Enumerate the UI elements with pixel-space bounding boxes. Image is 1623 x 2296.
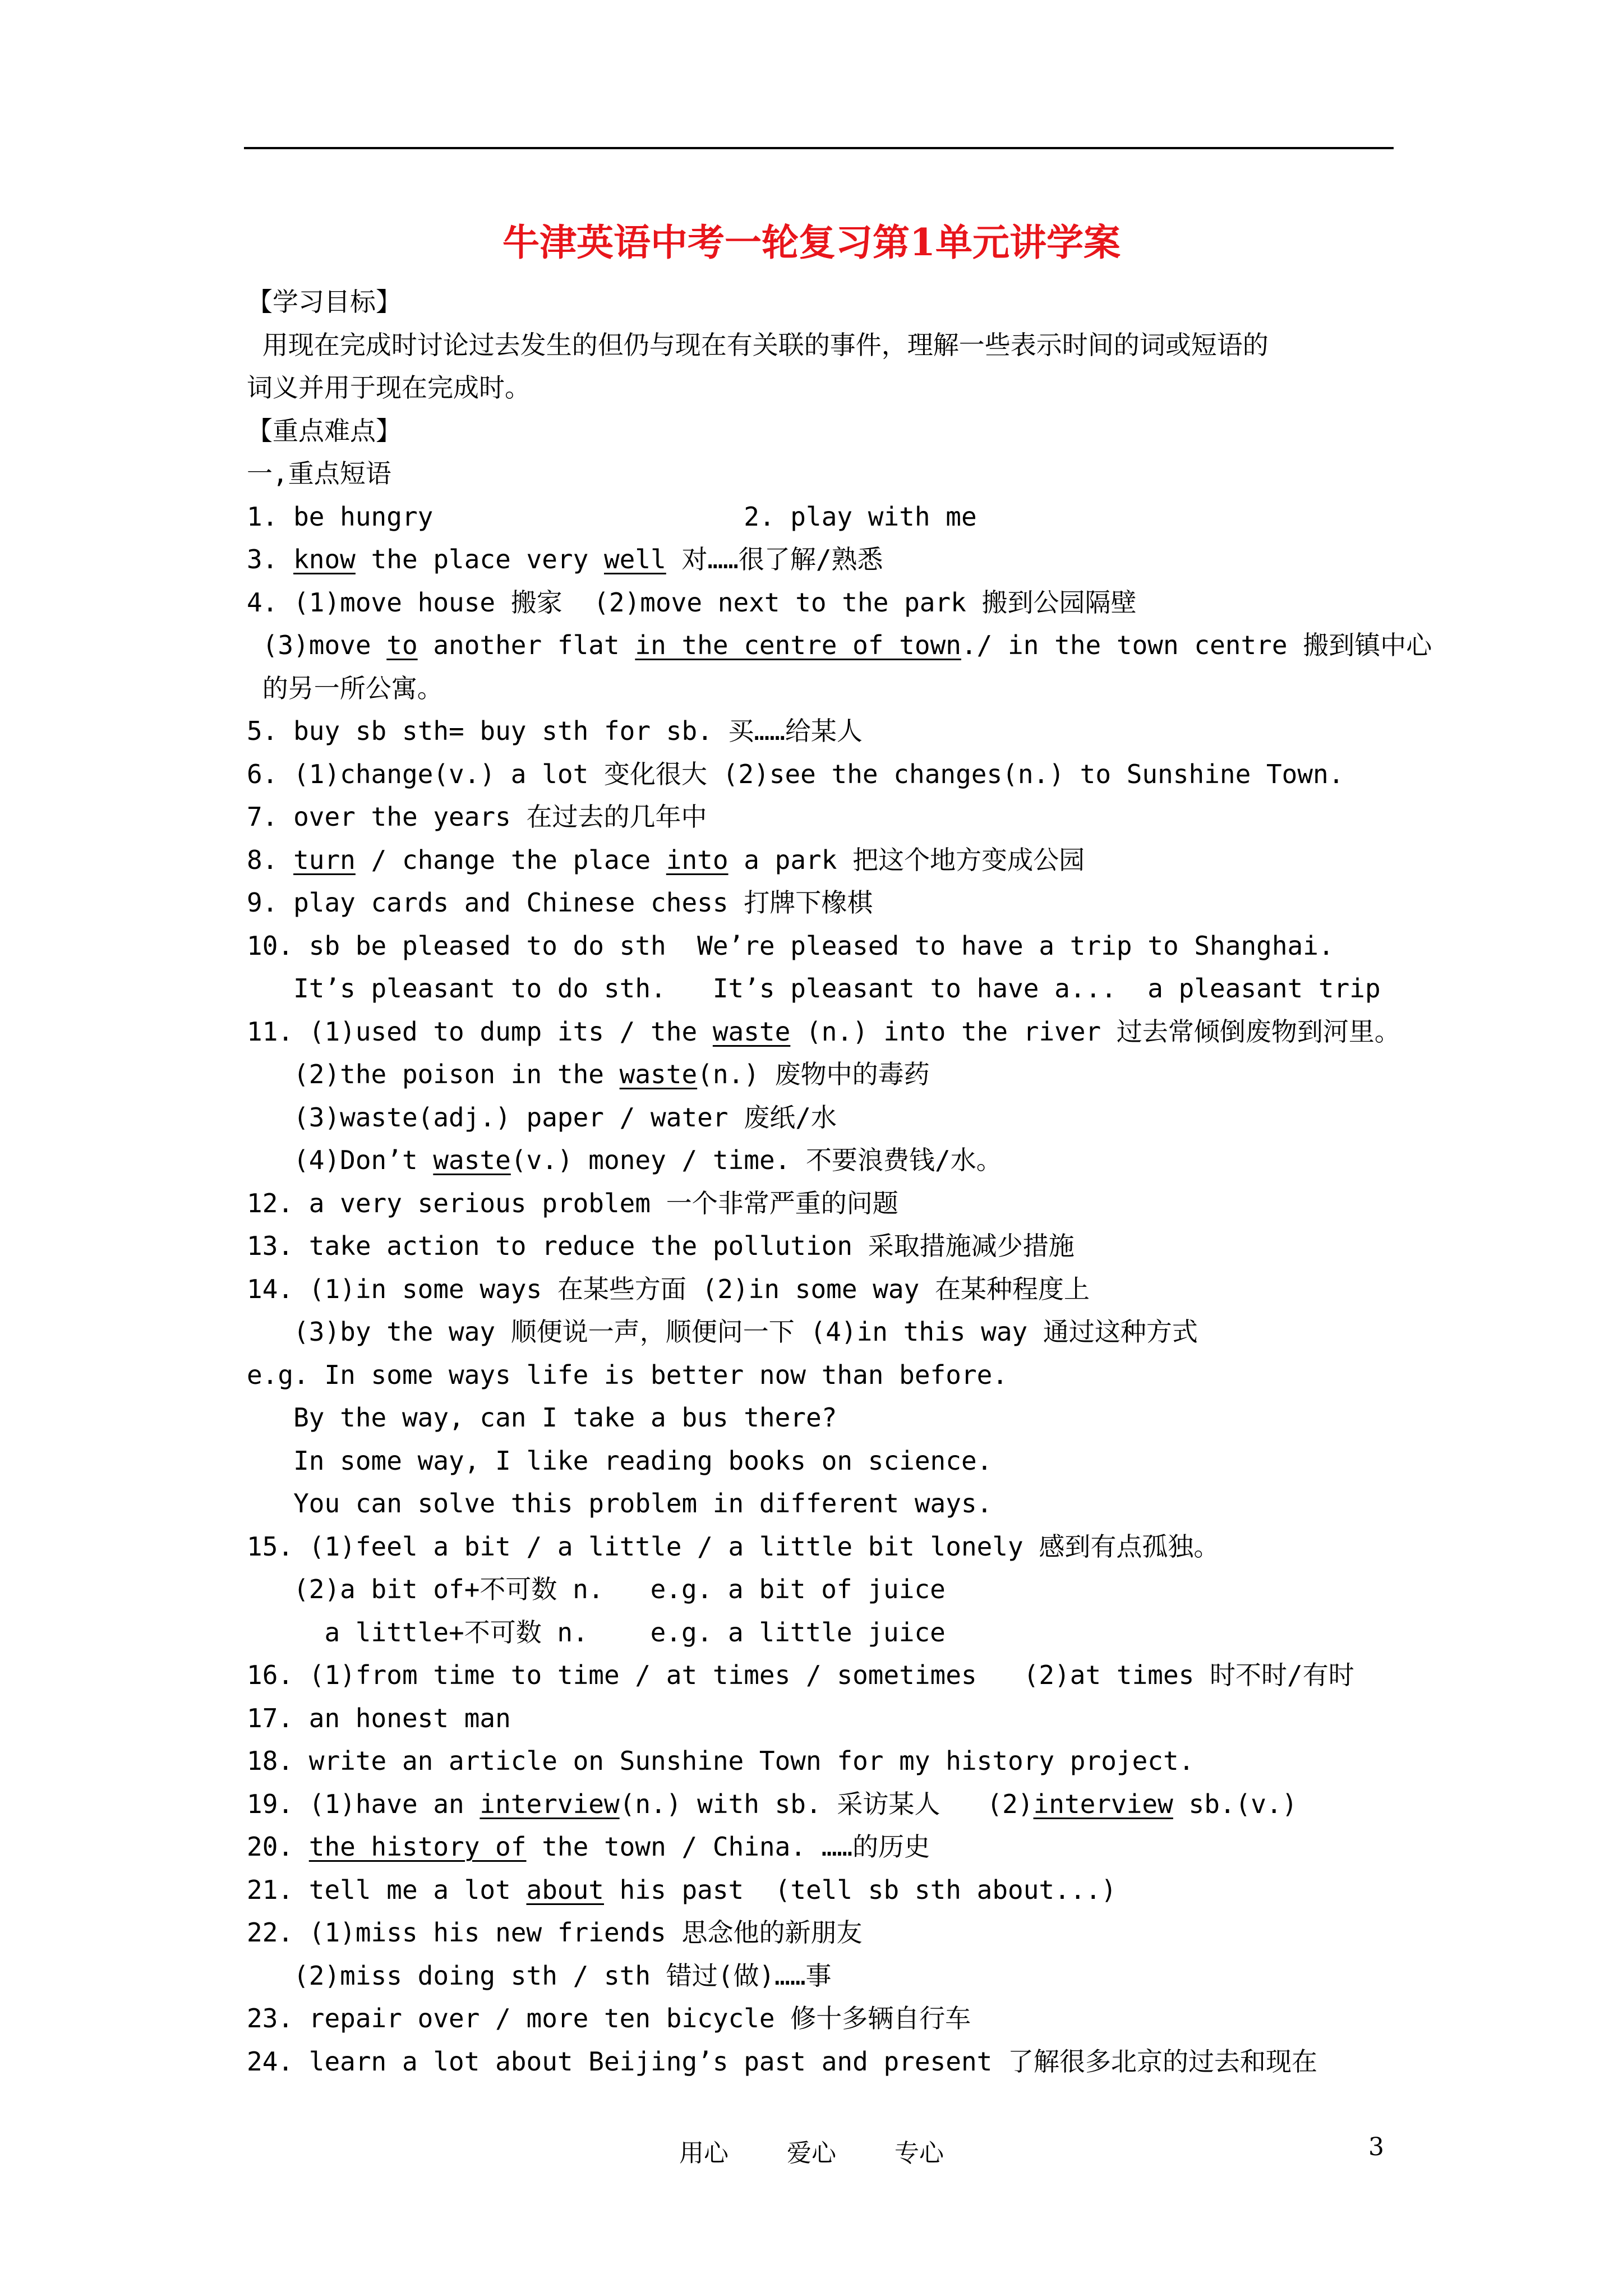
underlined-phrase: well: [603, 544, 666, 574]
text-line: [247, 624, 1432, 667]
text-line: [247, 967, 1396, 1010]
text-segment: 8.: [247, 844, 294, 875]
text-line: [247, 452, 1396, 495]
text-line: [247, 1911, 1396, 1954]
text-segment: 【重点难点】: [247, 415, 402, 446]
text-line: [247, 495, 1396, 539]
text-segment: 3.: [247, 544, 294, 574]
text-segment: 【学习目标】: [247, 287, 402, 317]
text-segment: (3)move: [247, 630, 387, 660]
text-line: [247, 538, 1396, 581]
text-segment: 13. take action to reduce the pollution 采取措施减少措施: [247, 1231, 1075, 1261]
text-line: [247, 1997, 1396, 2040]
text-line: [247, 1139, 1396, 1182]
underlined-phrase: waste: [712, 1016, 791, 1047]
text-line: [247, 1482, 1396, 1525]
text-line: [247, 1611, 1396, 1654]
text-segment: (4)Don’t: [247, 1145, 434, 1175]
text-segment: (v.) money / time. 不要浪费钱/水。: [510, 1145, 1002, 1175]
text-segment: 15. (1)feel a bit / a little / a little bit lonely 感到有点孤独。: [247, 1531, 1220, 1562]
text-line: [247, 1954, 1396, 1998]
text-segment: It’s pleasant to do sth. It’s pleasant to have a... a pleasant trip: [247, 973, 1381, 1004]
text-segment: 24. learn a lot about Beijing’s past and present 了解很多北京的过去和现在: [247, 2046, 1318, 2077]
document-body: [247, 280, 1432, 2083]
text-segment: 23. repair over / more ten bicycle 修十多辆自行车: [247, 2003, 971, 2033]
text-segment: ./ in the town centre 搬到镇中心: [961, 630, 1432, 660]
text-line: [247, 1053, 1396, 1096]
text-line: [247, 366, 1396, 409]
text-line: [247, 1568, 1396, 1611]
text-segment: his past (tell sb sth about...): [603, 1874, 1117, 1905]
text-segment: (n.) into the river 过去常倾倒废物到河里。: [790, 1016, 1400, 1047]
text-segment: a little+不可数 n. e.g. a little juice: [247, 1617, 946, 1648]
text-segment: 21. tell me a lot: [247, 1874, 527, 1905]
text-line: [247, 1096, 1396, 1139]
text-segment: 的另一所公寓。: [247, 673, 443, 703]
text-segment: 12. a very serious problem 一个非常严重的问题: [247, 1188, 898, 1218]
text-segment: 9. play cards and Chinese chess 打牌下橡棋: [247, 887, 873, 918]
text-line: [247, 280, 1396, 324]
text-line: [247, 1525, 1396, 1568]
text-segment: the town / China. ……的历史: [526, 1832, 930, 1862]
text-segment: 20.: [247, 1832, 309, 1862]
text-segment: / change the place: [355, 844, 666, 875]
text-line: [247, 324, 1396, 367]
text-segment: another flat: [417, 630, 635, 660]
text-line: [247, 1396, 1396, 1439]
text-segment: 对……很了解/熟悉: [666, 544, 883, 574]
header-rule: [244, 147, 1394, 149]
text-line: [247, 1783, 1396, 1826]
text-line: [247, 667, 1396, 710]
footer-motto-word: 用心: [679, 2139, 728, 2168]
text-line: [247, 1825, 1396, 1869]
text-line: [247, 1869, 1396, 1912]
underlined-phrase: waste: [619, 1059, 698, 1089]
text-segment: 用现在完成时讨论过去发生的但仍与现在有关联的事件，理解一些表示时间的词或短语的: [247, 329, 1269, 360]
text-segment: In some way, I like reading books on science.: [247, 1445, 993, 1476]
text-segment: 18. write an article on Sunshine Town for my history project.: [247, 1746, 1195, 1776]
text-line: [247, 409, 1396, 453]
text-segment: 5. buy sb sth= buy sth for sb. 买……给某人: [247, 716, 863, 746]
underlined-phrase: know: [293, 544, 356, 574]
underlined-phrase: into: [666, 844, 728, 875]
text-segment: e.g. In some ways life is better now than before.: [247, 1359, 1008, 1390]
underlined-phrase: waste: [433, 1145, 511, 1175]
text-line: [247, 710, 1396, 753]
text-segment: (n.) with sb. 采访某人 (2): [619, 1788, 1034, 1819]
underlined-phrase: interview: [1033, 1788, 1173, 1819]
text-line: [247, 2040, 1396, 2083]
text-line: [247, 1654, 1396, 1697]
text-segment: 词义并用于现在完成时。: [247, 372, 531, 403]
footer-motto-word: 专心: [895, 2139, 944, 2168]
text-segment: 17. an honest man: [247, 1703, 511, 1733]
underlined-phrase: the history of: [308, 1832, 527, 1862]
underlined-phrase: interview: [479, 1788, 620, 1819]
text-segment: 4. (1)move house 搬家 (2)move next to the park 搬到公园隔壁: [247, 587, 1137, 618]
text-segment: 11. (1)used to dump its / the: [247, 1016, 713, 1047]
text-segment: 22. (1)miss his new friends 思念他的新朋友: [247, 1917, 863, 1948]
text-line: [247, 1225, 1396, 1268]
text-segment: (2)miss doing sth / sth 错过(做)……事: [247, 1960, 832, 1991]
text-segment: 19. (1)have an: [247, 1788, 480, 1819]
text-segment: the place very: [355, 544, 604, 574]
text-segment: 16. (1)from time to time / at times / sometimes (2)at times 时不时/有时: [247, 1660, 1354, 1690]
text-segment: (n.) 废物中的毒药: [697, 1059, 930, 1089]
text-line: [247, 753, 1396, 796]
text-line: [247, 1310, 1396, 1354]
text-segment: You can solve this problem in different ways.: [247, 1488, 993, 1519]
underlined-phrase: about: [526, 1874, 604, 1905]
text-line: [247, 1010, 1400, 1053]
text-segment: 14. (1)in some ways 在某些方面 (2)in some way 在某种程度上: [247, 1273, 1090, 1304]
underlined-phrase: in the centre of town: [635, 630, 961, 660]
text-segment: (2)the poison in the: [247, 1059, 620, 1089]
text-line: [247, 881, 1396, 924]
text-segment: 1. be hungry 2. play with me: [247, 501, 977, 532]
text-segment: (3)by the way 顺便说一声，顺便问一下 (4)in this way 通过这种方式: [247, 1317, 1198, 1347]
text-line: [247, 1740, 1396, 1783]
text-line: [247, 839, 1396, 882]
text-line: [247, 924, 1396, 968]
text-segment: By the way, can I take a bus there?: [247, 1402, 837, 1433]
page-number: 3: [1368, 2133, 1384, 2161]
text-segment: 7. over the years 在过去的几年中: [247, 802, 707, 832]
text-segment: 6. (1)change(v.) a lot 变化很大 (2)see the changes(n.) to Sunshine Town.: [247, 758, 1344, 789]
text-line: [247, 1697, 1396, 1740]
underlined-phrase: turn: [293, 844, 356, 875]
text-segment: 一,重点短语: [247, 458, 391, 489]
page-footer: [0, 2133, 1623, 2178]
text-segment: (3)waste(adj.) paper / water 废纸/水: [247, 1102, 837, 1133]
text-line: [247, 1439, 1396, 1483]
text-line: [247, 1182, 1396, 1225]
text-line: [247, 1268, 1396, 1311]
footer-motto-word: 爱心: [787, 2139, 836, 2168]
text-line: [247, 1354, 1396, 1397]
underlined-phrase: to: [386, 630, 418, 660]
page-title: 牛津英语中考一轮复习第1单元讲学案: [502, 220, 1121, 264]
text-segment: (2)a bit of+不可数 n. e.g. a bit of juice: [247, 1574, 946, 1604]
text-line: [247, 581, 1396, 624]
text-line: [247, 795, 1396, 839]
text-segment: a park 把这个地方变成公园: [728, 844, 1085, 875]
text-segment: 10. sb be pleased to do sth We’re pleased to have a trip to Shanghai.: [247, 930, 1334, 961]
text-segment: sb.(v.): [1173, 1788, 1298, 1819]
